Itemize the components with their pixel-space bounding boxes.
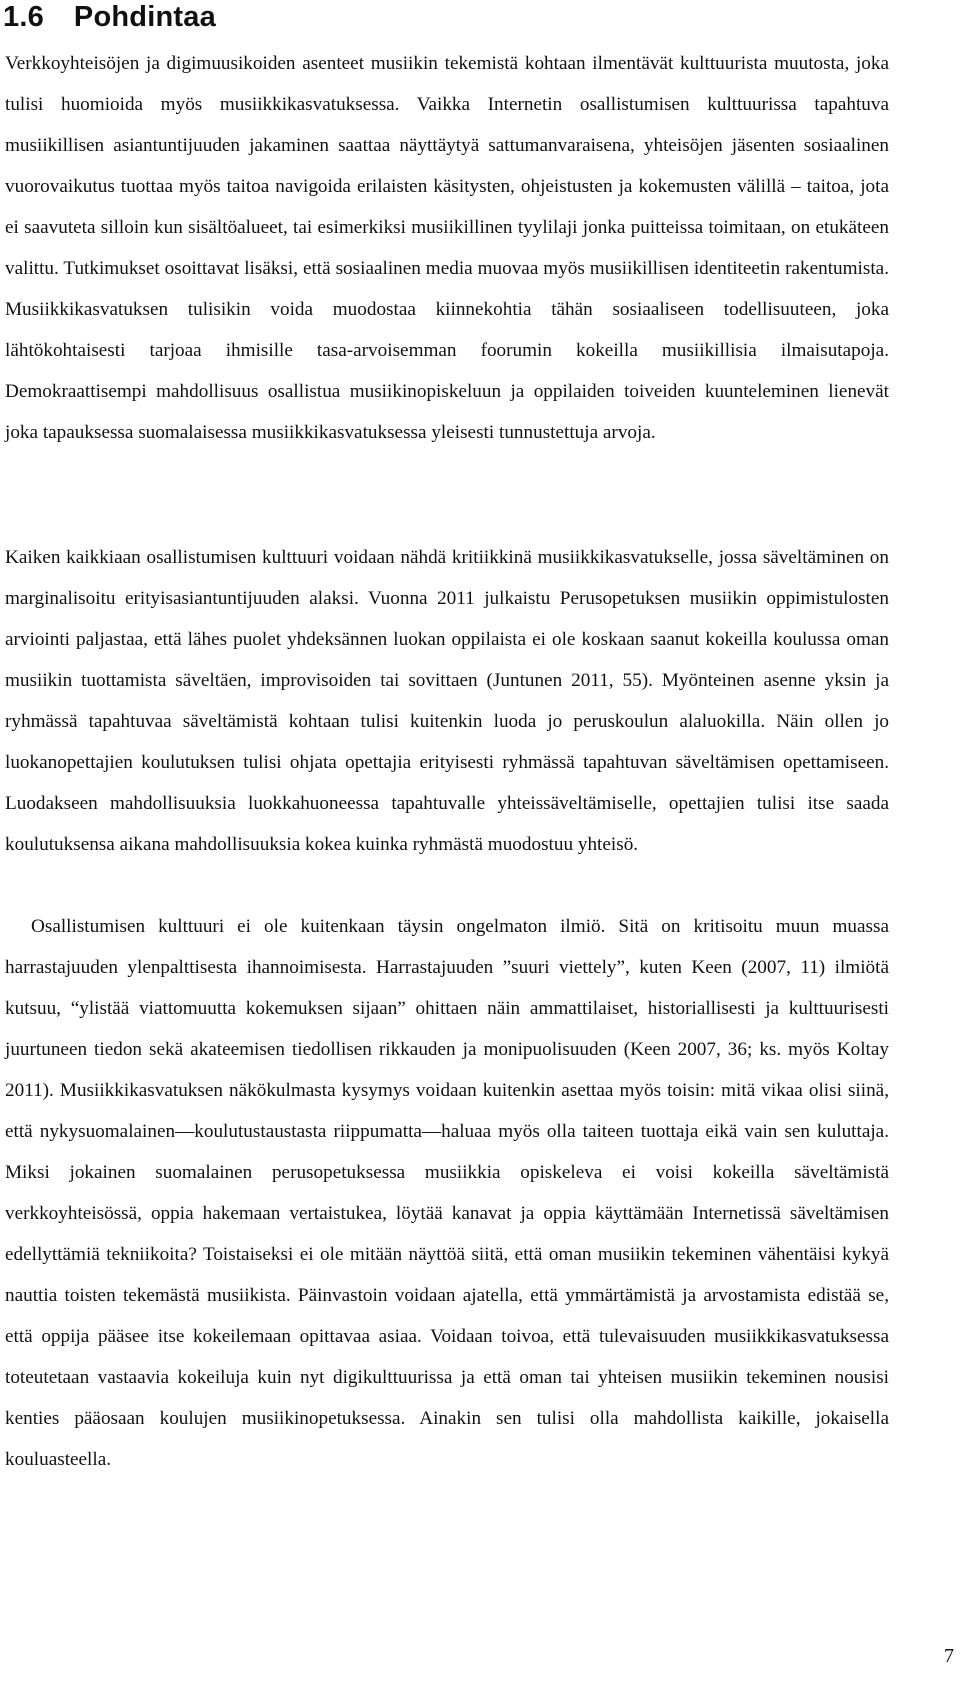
paragraph-3: Osallistumisen kulttuuri ei ole kuitenkaan täysin ongelmaton ilmiö. Sitä on kritisoitu muun muassa harrastajuuden ylenpalttisesta ihannoimisesta. Harrastajuuden ”suuri viettely”, kuten Keen (2007, 11) ilmiötä kutsuu, “ylistää viattomuutta kokemuksen sijaan” ohittaen näin ammattilaiset, historiallisesti ja kulttuurisesti juurtuneen tiedon sekä akateemisen tiedollisen rikkauden ja monipuolisuuden (Keen 2007, 36; ks. myös Koltay 2011). Musiikkikasvatuksen näkökulmasta kysymys voidaan kuitenkin asettaa myös toisin: mitä vikaa olisi siinä, että nykysuomalainen—koulutustaustasta riippumatta—haluaa myös olla taiteen tuottaja eikä vain sen kuluttaja. Miksi jokainen suomalainen perusopetuksessa musiikkia opiskeleva ei voisi kokeilla säveltämistä verkkoyhteisössä, oppia hakemaan vertaistukea, löytää kanavat ja oppia käyttämään Internetissä säveltämisen edellyttämiä tekniikoita? Toistaiseksi ei ole mitään näyttöä siitä, että oman musiikin tekeminen vähentäisi kykyä nauttia toisten tekemästä musiikista. Päinvastoin voidaan ajatella, että ymmärtämistä ja arvostamista edistää se, että oppija pääsee itse kokeilemaan opittavaa asiaa. Voidaan toivoa, että tulevaisuuden musiikkikasvatuksessa toteutetaan vastaavia kokeiluja kuin nyt digikulttuurissa ja että oman tai yhteisen musiikin tekeminen nousisi kenties pääosaan koulujen musiikinopetuksessa. Ainakin sen tulisi olla mahdollista kaikille, jokaisella kouluasteella. xyxy=(5,916,889,1470)
section-heading xyxy=(3,0,216,34)
paragraph-1: Verkkoyhteisöjen ja digimuusikoiden asenteet musiikin tekemistä kohtaan ilmentävät kulttuurista muutosta, joka tulisi huomioida myös musiikkikasvatuksessa. Vaikka Internetin osallistumisen kulttuurissa tapahtuva musiikillisen asiantuntijuuden jakaminen saattaa näyttäytyä sattumanvaraisena, yhteisöjen jäsenten sosiaalinen vuorovaikutus tuottaa myös taitoa navigoida erilaisten käsitysten, ohjeistusten ja kokemusten välillä – taitoa, jota ei saavuteta silloin kun sisältöalueet, tai esimerkiksi musiikillinen tyylilaji jonka puitteissa toimitaan, on etukäteen valittu. Tutkimukset osoittavat lisäksi, että sosiaalinen media muovaa myös musiikillisen identiteetin rakentumista. Musiikkikasvatuksen tulisikin voida muodostaa kiinnekohtia tähän sosiaaliseen todellisuuteen, joka lähtökohtaisesti tarjoaa ihmisille tasa-arvoisemman foorumin kokeilla musiikillisia ilmaisutapoja. Demokraattisempi mahdollisuus osallistua musiikinopiskeluun ja oppilaiden toiveiden kuunteleminen lienevät joka tapauksessa suomalaisessa musiikkikasvatuksessa yleisesti tunnustettuja arvoja. xyxy=(5,53,889,443)
paragraph-2: Kaiken kaikkiaan osallistumisen kulttuuri voidaan nähdä kritiikkinä musiikkikasvatukselle, jossa säveltäminen on marginalisoitu erityisasiantuntijuuden alaksi. Vuonna 2011 julkaistu Perusopetuksen musiikin oppimistulosten arviointi paljastaa, että lähes puolet yhdeksännen luokan oppilaista ei ole koskaan saanut kokeilla koulussa oman musiikin tuottamista säveltäen, improvisoiden tai sovittaen (Juntunen 2011, 55). Myönteinen asenne yksin ja ryhmässä tapahtuvaa säveltämistä kohtaan tulisi kuitenkin luoda jo peruskoulun alaluokilla. Näin ollen jo luokanopettajien koulutuksen tulisi ohjata opettajia erityisesti ryhmässä tapahtuvan säveltämisen opettamiseen. Luodakseen mahdollisuuksia luokkahuoneessa tapahtuvalle yhteissäveltämiselle, opettajien tulisi itse saada koulutuksensa aikana mahdollisuuksia kokea kuinka ryhmästä muodostuu yhteisö. xyxy=(5,547,889,855)
section-number: 1.6 xyxy=(3,1,44,33)
page-number: 7 xyxy=(944,1645,954,1667)
section-title: Pohdintaa xyxy=(73,1,216,33)
